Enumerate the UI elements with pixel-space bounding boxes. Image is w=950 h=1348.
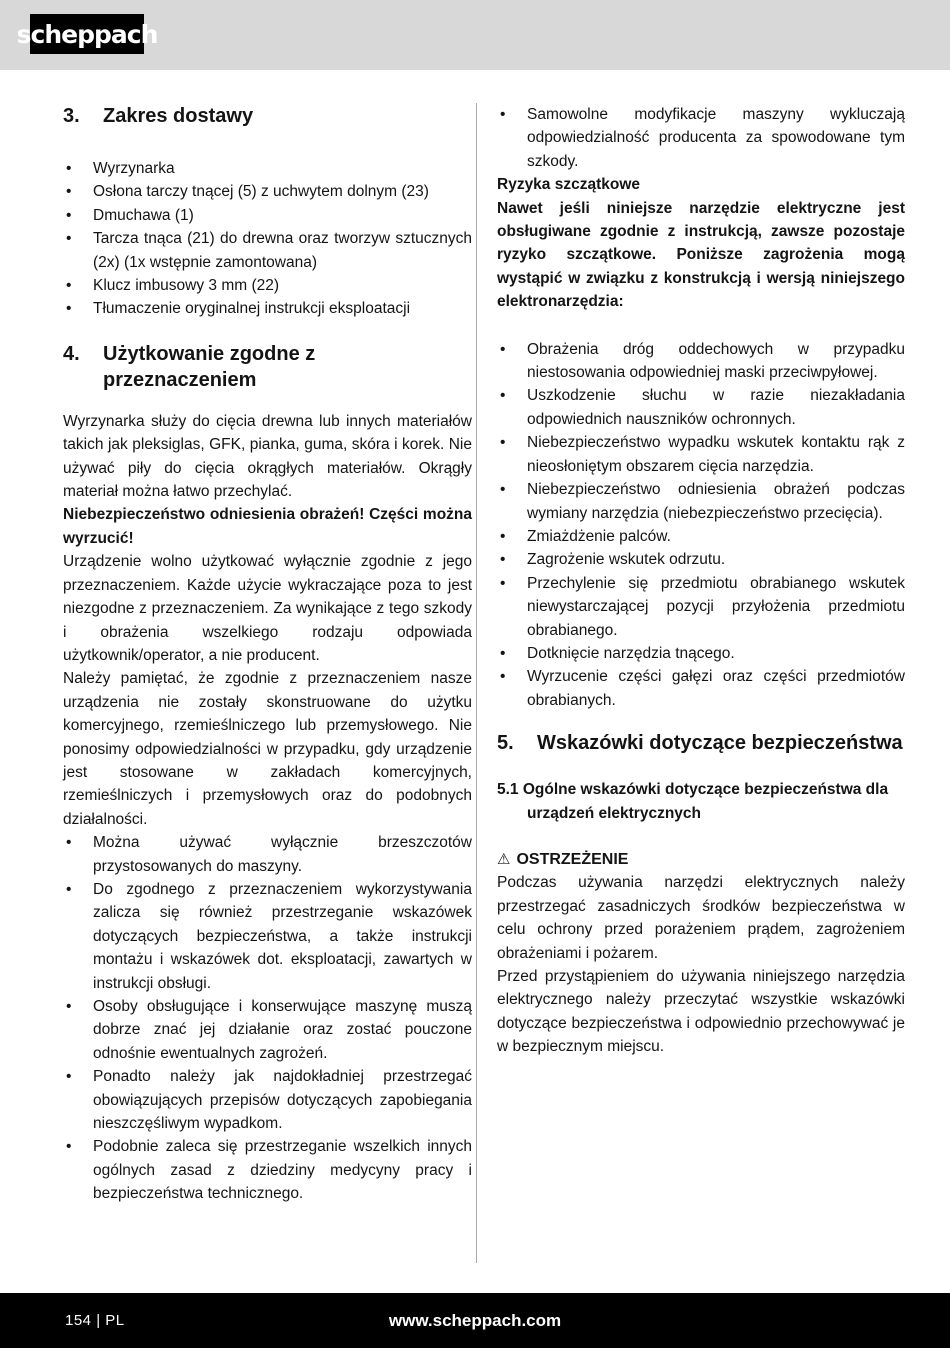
section-3-title: Zakres dostawy [103, 105, 254, 127]
list-item [63, 878, 472, 995]
list-item-text: Zmiażdżenie palców. [527, 527, 671, 545]
warning-paragraph-1: Podczas używania narzędzi elektrycznych należy przestrzegać zasadniczych środków bezpieczeństwa w celu ochrony przed porażeniem prądem, zagrożeniem obrażeniami i pożarem. [497, 874, 905, 962]
residual-risks-title: Ryzyka szczątkowe [497, 176, 641, 194]
bullet-marker: • [66, 998, 72, 1015]
list-item-text: Samowolne modyfikacje maszyny wykluczają odpowiedzialność producenta za spowodowane tym szkody. [527, 106, 905, 170]
section-4-title: Użytkowanie zgodne z przeznaczeniem [103, 342, 316, 391]
list-item [497, 478, 905, 525]
right-column [497, 103, 905, 1293]
list-item [63, 274, 472, 297]
page-content [0, 70, 950, 1293]
bullet-marker: • [500, 481, 506, 499]
residual-risks-list [497, 338, 905, 713]
intended-use-list [63, 831, 472, 1206]
list-item [63, 297, 472, 320]
left-column [63, 103, 472, 1293]
list-item-text: Wyrzucenie części gałęzi oraz części przedmiotów obrabianych. [527, 668, 905, 709]
list-item [497, 572, 905, 642]
list-item-text: Osoby obsługujące i konserwujące maszynę muszą dobrze znać jej działanie oraz zostać pouczone odnośnie ewentualnych zagrożeń. [93, 998, 472, 1062]
bullet-marker: • [500, 551, 506, 569]
list-item-text: Do zgodnego z przeznaczeniem wykorzystywania zalicza się również przestrzeganie wskazówek dotyczących bezpieczeństwa, a także instrukcji montażu i wskazówek dot. eksploatacji, zawartych w instrukcji obsługi. [93, 880, 472, 992]
bullet-marker: • [500, 574, 506, 592]
column-divider [476, 103, 477, 1263]
warning-paragraph-2: Przed przystąpieniem do używania niniejszego narzędzia elektrycznego należy przeczytać wszystkie wskazówki dotyczące bezpieczeństwa i odpowiednio przechowywać je w bezpiecznym miejscu. [497, 968, 905, 1056]
bullet-marker: • [500, 434, 506, 452]
header-bar [0, 0, 950, 70]
section-3-heading [63, 103, 472, 129]
list-item-text: Uszkodzenie słuchu w razie niezakładania odpowiednich nauszników ochronnych. [527, 387, 905, 428]
scheppach-logo: scheppach [30, 14, 144, 54]
list-item [63, 1065, 472, 1135]
list-item [497, 384, 905, 431]
list-item-text: Podobnie zaleca się przestrzeganie wszelkich innych ogólnych zasad z dziedziny medycyny pracy i bezpieczeństwa technicznego. [93, 1138, 472, 1203]
bullet-marker: • [66, 880, 72, 898]
bullet-marker: • [500, 644, 506, 662]
intended-use-paragraph-2: Urządzenie wolno użytkować wyłącznie zgodnie z jego przeznaczeniem. Każde użycie wykraczające poza to jest niezgodne z przeznaczeniem. Za wynikające z tego szkody i obrażenia wszelkiego rodzaju odpowiada użytkownik/operator, a nie producent. [63, 553, 472, 664]
list-item-text: Dmuchawa (1) [93, 206, 194, 224]
list-item [497, 103, 905, 173]
bullet-marker: • [500, 527, 506, 545]
list-item-text: Ponadto należy jak najdokładniej przestrzegać obowiązujących przepisów dotyczących zapobiegania nieszczęśliwym wypadkom. [93, 1068, 472, 1133]
warning-label: OSTRZEŻENIE [516, 850, 629, 868]
injury-warning-bold: Niebezpieczeństwo odniesienia obrażeń! Części można wyrzucić! [63, 506, 472, 547]
footer-bar [0, 1293, 950, 1348]
list-item [497, 525, 905, 548]
bullet-marker: • [66, 834, 72, 852]
list-item [497, 431, 905, 478]
delivery-scope-list [63, 157, 472, 321]
bullet-marker: • [66, 1068, 72, 1086]
intended-use-paragraph: Wyrzynarka służy do cięcia drewna lub innych materiałów takich jak pleksiglas, GFK, pianka, guma, skóra i korek. Nie używać piły do cięcia okrągłych materiałów. Okrągły materiał można łatwo przechylać. [63, 412, 472, 501]
list-item-text: Można używać wyłącznie brzeszczotów przystosowanych do maszyny. [93, 834, 472, 875]
bullet-marker: • [66, 206, 72, 224]
list-item [497, 642, 905, 665]
warning-heading [497, 848, 905, 871]
list-item [63, 995, 472, 1065]
list-item-text: Tarcza tnąca (21) do drewna oraz tworzyw sztucznych (2x) (1x wstępnie zamontowana) [93, 230, 472, 271]
section-5-number: 5. [497, 732, 514, 755]
bullet-marker: • [66, 1138, 72, 1156]
website-url: www.scheppach.com [388, 1310, 562, 1330]
bullet-marker: • [500, 668, 506, 686]
list-item [63, 157, 472, 180]
list-item-text: Wyrzynarka [93, 160, 175, 177]
list-item [63, 180, 472, 203]
section-4-number: 4. [63, 342, 80, 365]
page-number: 154 | PL [65, 1312, 125, 1329]
list-item-text: Obrażenia dróg oddechowych w przypadku niestosowania odpowiedniej maski przeciwpyłowej. [527, 340, 905, 382]
bullet-marker: • [66, 277, 72, 295]
section-5-title: Wskazówki dotyczące bezpieczeństwa [537, 732, 903, 755]
list-item [63, 227, 472, 274]
section-5-heading [497, 730, 905, 756]
bullet-marker: • [500, 106, 506, 123]
bullet-marker: • [66, 300, 72, 318]
list-item-text: Osłona tarczy tnącej (5) z uchwytem dolnym (23) [93, 183, 429, 201]
list-item-text: Niebezpieczeństwo wypadku wskutek kontaktu rąk z nieosłoniętym obszarem cięcia narzędzia. [527, 434, 905, 475]
list-item [63, 1135, 472, 1205]
bullet-marker: • [66, 230, 72, 248]
bullet-marker: • [66, 160, 72, 177]
list-item-text: Dotknięcie narzędzia tnącego. [527, 644, 735, 662]
bullet-marker: • [66, 183, 72, 201]
list-item-text: Przechylenie się przedmiotu obrabianego wskutek niewystarczającej pozycji przyłożenia przedmiotu obrabianego. [527, 574, 905, 639]
list-item-text: Zagrożenie wskutek odrzutu. [527, 551, 726, 569]
bullet-marker: • [500, 387, 506, 405]
list-item [63, 831, 472, 878]
list-item-text: Niebezpieczeństwo odniesienia obrażeń podczas wymiany narzędzia (niebezpieczeństwo przecięcia). [527, 481, 905, 522]
list-item [497, 338, 905, 385]
section-5-1-heading: 5.1 Ogólne wskazówki dotyczące bezpieczeństwa dla urządzeń elektrycznych [497, 781, 889, 822]
bullet-marker: • [500, 340, 506, 358]
list-item [497, 548, 905, 571]
intended-use-paragraph-3: Należy pamiętać, że zgodnie z przeznaczeniem nasze urządzenia nie zostały skonstruowane do użytku komercyjnego, rzemieślniczego lub przemysłowego. Nie ponosimy odpowiedzialności w przypadku, gdy urządzenie jest stosowane w zakładach komercyjnych, rzemieślniczych i przemysłowych oraz do podobnych działalności. [63, 670, 472, 828]
residual-risks-paragraph: Nawet jeśli niniejsze narzędzie elektryczne jest obsługiwane zgodnie z instrukcją, zawsze pozostaje ryzyko szczątkowe. Poniższe zagrożenia mogą wystąpić w związku z konstrukcją i wersją niniejszego elektronarzędzia: [497, 199, 905, 311]
modification-list [497, 103, 905, 173]
list-item-text: Tłumaczenie oryginalnej instrukcji eksploatacji [93, 300, 411, 318]
section-4-heading [63, 341, 472, 393]
list-item [497, 665, 905, 712]
list-item [63, 204, 472, 227]
section-3-number: 3. [63, 105, 80, 127]
list-item-text: Klucz imbusowy 3 mm (22) [93, 277, 280, 295]
warning-triangle-icon: ⚠ [497, 850, 511, 868]
